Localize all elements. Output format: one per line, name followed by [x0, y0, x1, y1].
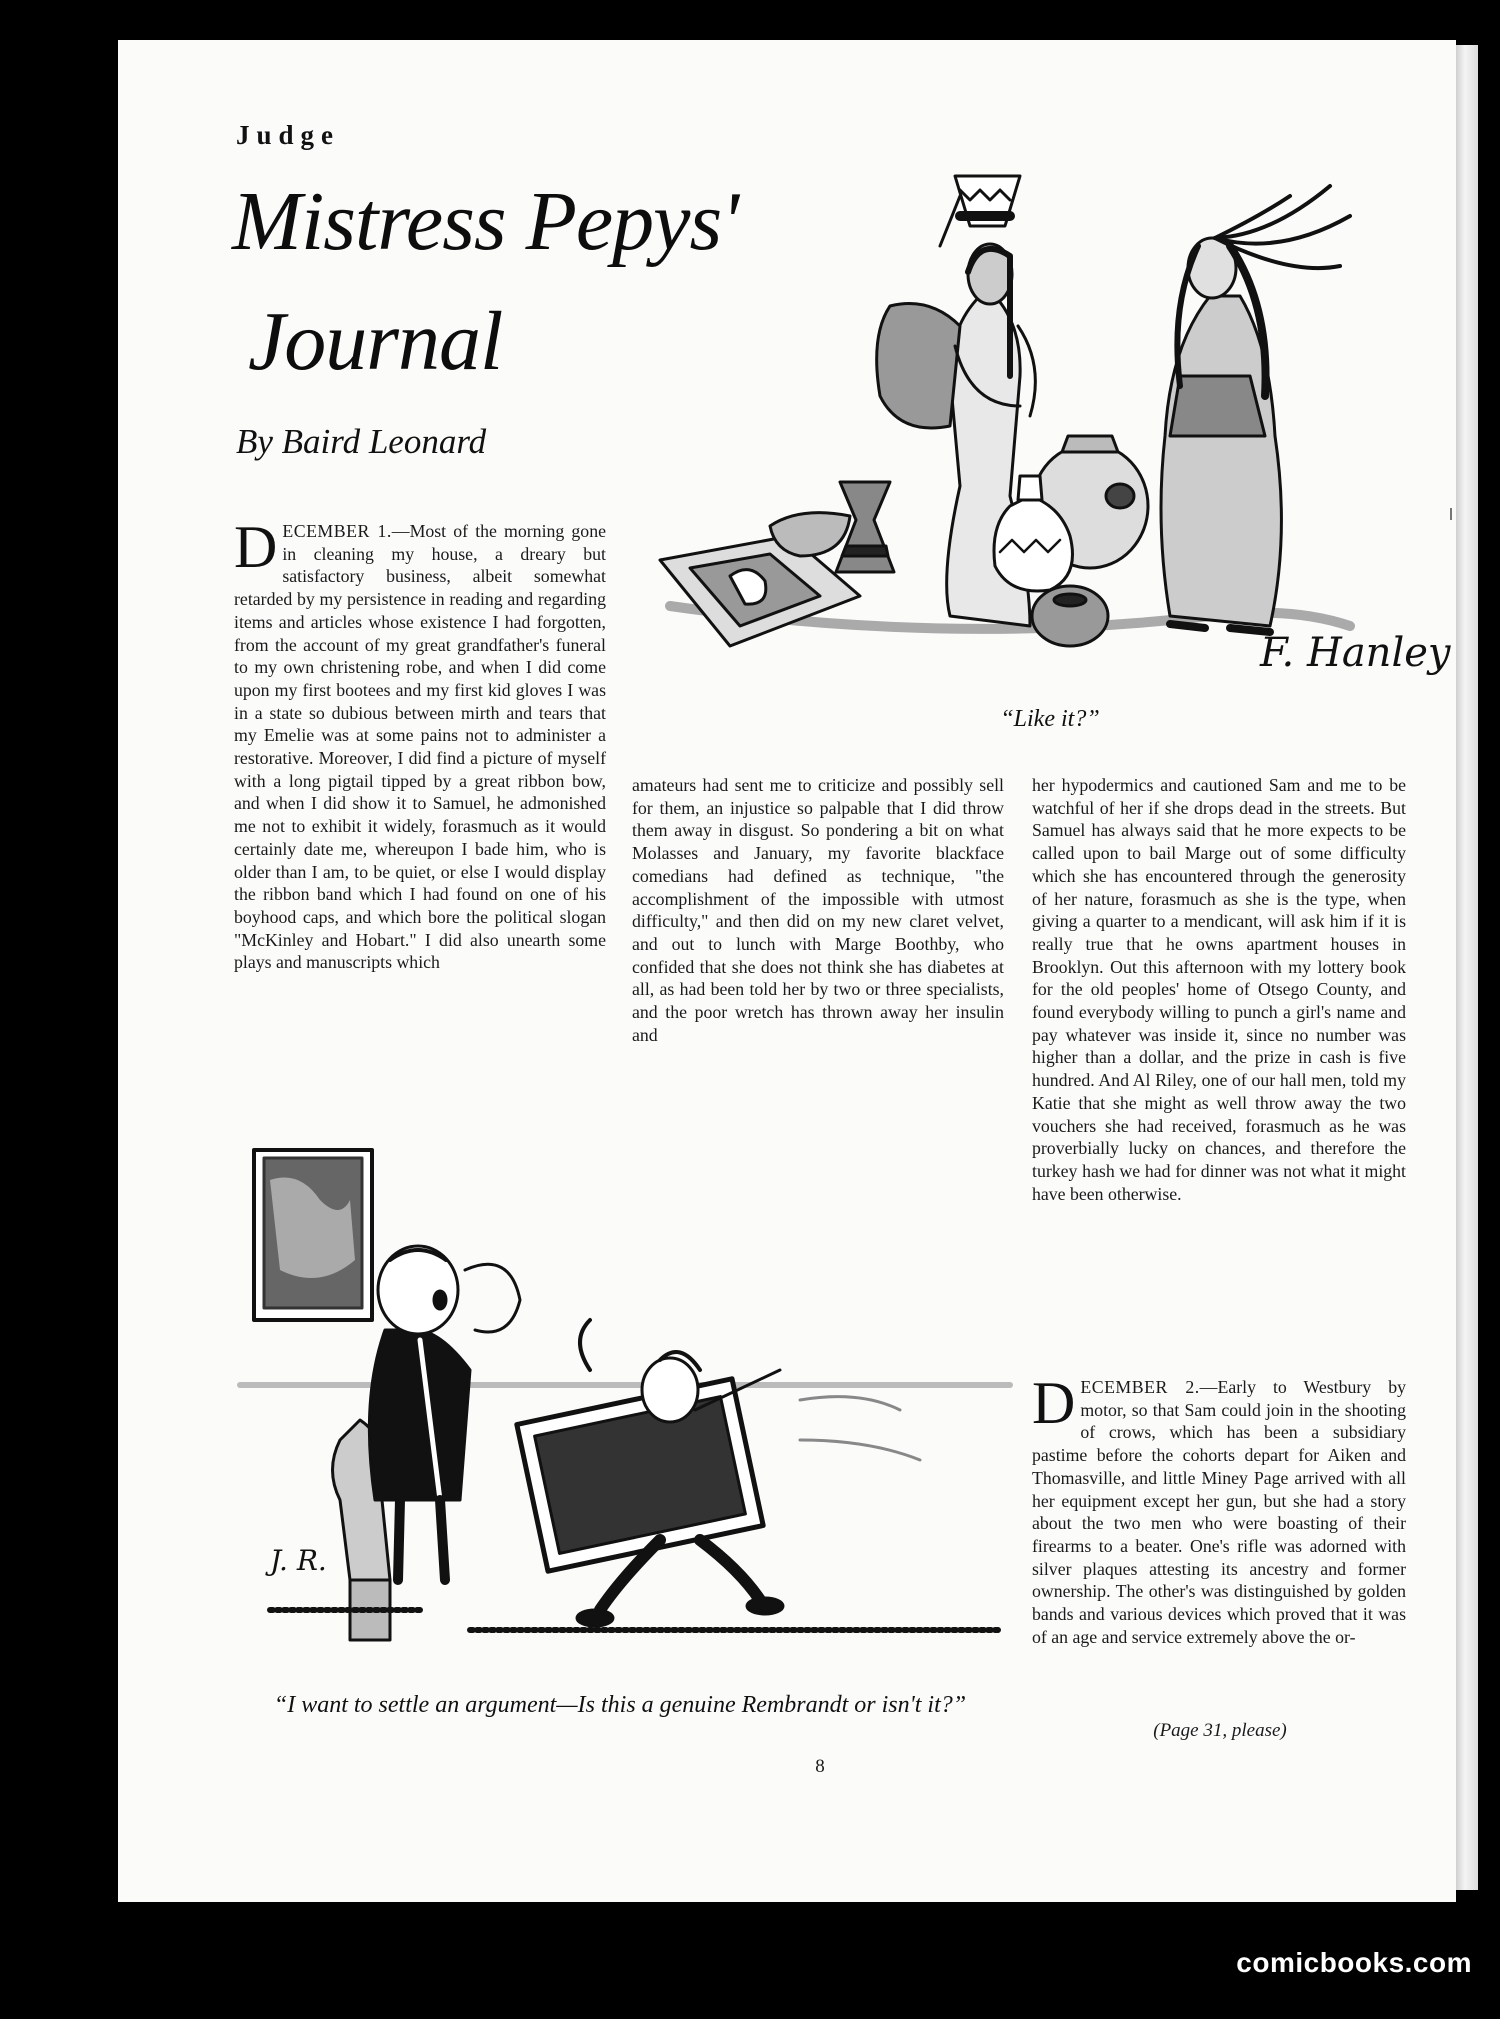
cartoon-signature-hanley: F. Hanley [1260, 630, 1451, 676]
cartoon-signature-jr: J. R. [270, 1544, 327, 1577]
cartoon-like-it [650, 176, 1451, 696]
entry-text: —Most of the morning gone in cleaning my house, a dreary but satisfactory business, albeit somewhat retarded by my persistence in reading and regarding items and articles whose existence I had forgotten, from the account of my great grandfather's funeral to my own christening robe, and when I did come upon my first bootees and my first kid gloves I was in a state so dubious between mirth and tears that my Emelie was at some pains not to administer a restorative. Moreover, I did find a picture of myself with a long pigtail tipped by a great ribbon bow, and when I did show it to Samuel, he admonished me not to exhibit it widely, forasmuch as it would certainly date me, whereupon I bade him, who is older than I am, to be quiet, or else I would display the ribbon band which I had found on one of his boyhood caps, and which bore the political slogan "McKinley and Hobart." I did also unearth some plays and manuscripts which [234, 521, 606, 973]
margin-mark [1450, 508, 1452, 520]
caption-rembrandt: “I want to settle an argument—Is this a genuine Rembrandt or isn't it?” [273, 1692, 967, 1718]
article-column-1 [234, 514, 606, 1098]
entry-text: —Early to Westbury by motor, so that Sam could join in the shooting of crows, which has been a subsidiary pastime before the cohorts depart for Aiken and Thomasville, and little Miney Page arrived with all her equipment except her gun, but she had a story about the two men who were boasting of their firearms to a beater. One's rifle was adorned with silver plaques attesting its ancestry and former ownership. The other's was distinguished by golden bands and various devices which proved that it was of an age and service extremely above the or- [1032, 1377, 1406, 1647]
entry-date: ECEMBER 2. [1080, 1377, 1200, 1397]
drop-cap: D [234, 514, 278, 580]
cartoon-rembrandt-illustration [240, 1140, 1010, 1660]
next-page-edge [1456, 45, 1478, 1890]
entry-date: ECEMBER 1. [282, 521, 392, 541]
drop-cap: D [1032, 1370, 1076, 1436]
continued-on: (Page 31, please) [1153, 1720, 1287, 1741]
cartoon-rembrandt [240, 1140, 1010, 1660]
watermark: comicbooks.com [1236, 1947, 1472, 1978]
cartoon-like-it-illustration [650, 176, 1451, 696]
article-column-2: amateurs had sent me to criticize and possibly sell for them, an injustice so palpable that I did throw them away in disgust. So pondering a bit on what Molasses and January, my favorite blackface comedians had defined as technique, "the accomplishment of the impossible with utmost difficulty," and then did on my new claret velvet, and out to lunch with Marge Boothby, who confided that she does not think she has diabetes at all, as had been told her by two or three specialists, and the poor wretch has thrown away her insulin and [632, 775, 1004, 1045]
article-title-line-2: Journal [248, 295, 503, 388]
caption-like-it: “Like it?” [1000, 706, 1100, 732]
magazine-name: Judge [236, 120, 341, 150]
article-column-3: her hypodermics and cautioned Sam and me to be watchful of her if she drops dead in the streets. But Samuel has always said that he more expects to be called upon to bail Marge out of some difficulty which she has encountered through the generosity of her nature, forasmuch as she is the type, when giving a quarter to a mendicant, will ask him if it is really true that he owns apartment houses in Brooklyn. Out this afternoon with my lottery book for the old peoples' home of Otsego County, and found everybody willing to punch a girl's name and pay whatever was inside it, since no number was higher than a dollar, and the prize in cash is five hundred. And Al Riley, one of our hall men, told my Katie that she might as well throw away the two vouchers she had received, forasmuch as he was proverbially lucky on chances, and therefore the turkey hash we had for dinner was not what it might have been otherwise. [1032, 775, 1406, 1204]
byline: By Baird Leonard [236, 422, 487, 461]
page-number: 8 [815, 1756, 825, 1777]
article-title-line-1: Mistress Pepys' [232, 175, 739, 268]
article-column-3-entry-2 [1032, 1370, 1406, 1720]
